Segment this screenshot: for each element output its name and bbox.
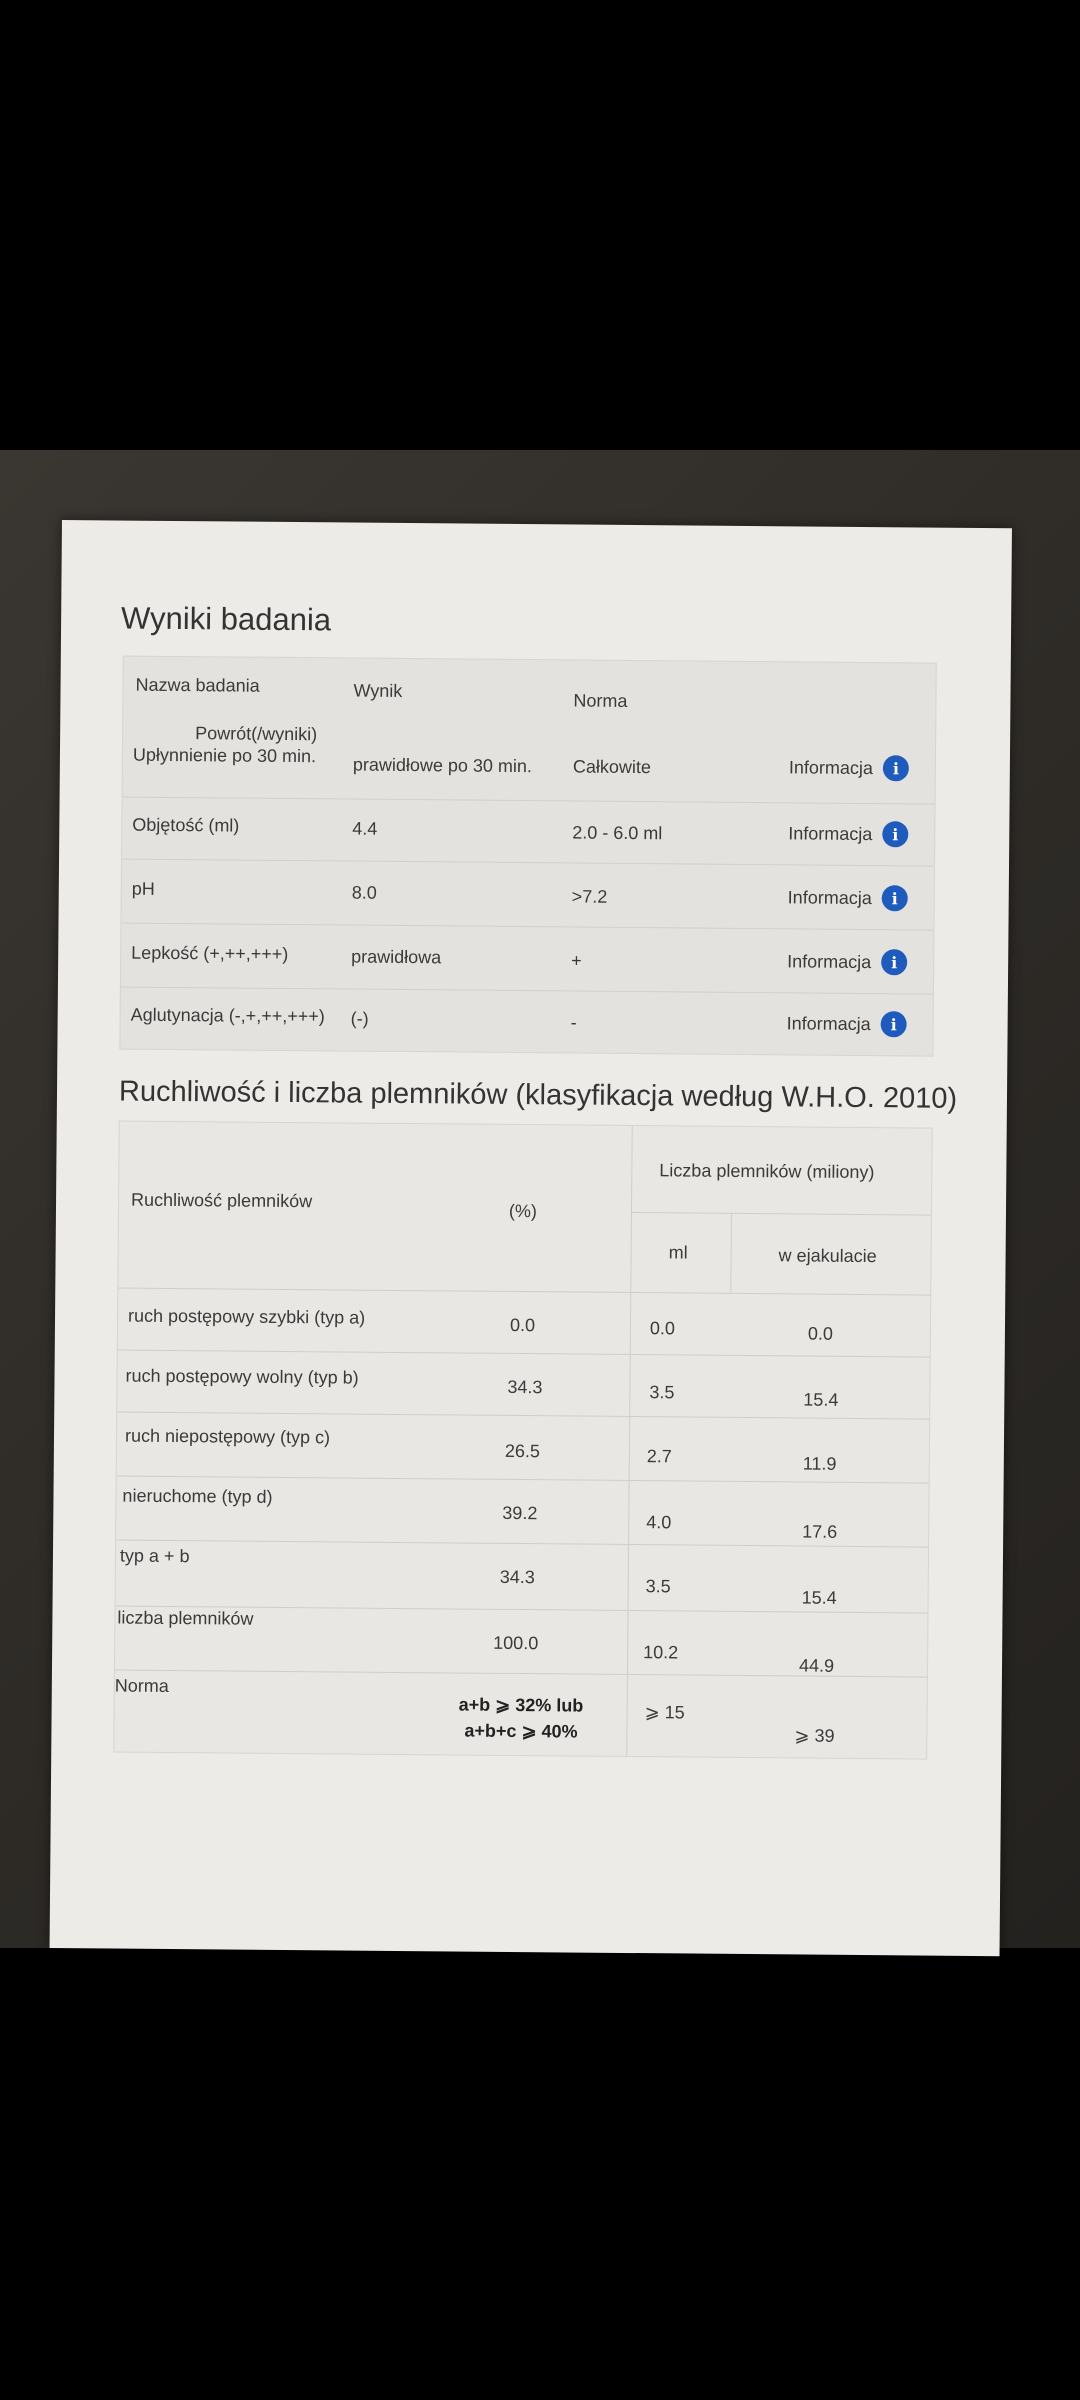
row-result: 8.0 — [351, 882, 377, 903]
header-name: Nazwa badania — [135, 674, 260, 696]
row-label: ruch postępowy szybki (typ a) — [127, 1305, 366, 1328]
row-label: ruch niepostępowy (typ c) — [124, 1425, 331, 1448]
page-title: Wyniki badania — [120, 600, 332, 638]
header-percent: (%) — [508, 1200, 538, 1222]
info-icon: i — [881, 949, 907, 975]
norm-label: Norma — [114, 1675, 169, 1696]
norm-ml: ⩾ 15 — [644, 1702, 685, 1723]
row-ml: 4.0 — [646, 1512, 672, 1533]
row-percent: 34.3 — [507, 1376, 543, 1398]
row-ejaculate: 44.9 — [798, 1655, 835, 1676]
row-divider — [117, 1412, 929, 1420]
header-ml: ml — [668, 1242, 688, 1263]
row-percent: 0.0 — [509, 1314, 536, 1336]
row-percent: 34.3 — [499, 1566, 535, 1588]
info-icon: i — [882, 885, 908, 911]
row-name: pH — [131, 878, 155, 899]
row-result: (-) — [350, 1008, 369, 1029]
info-button[interactable] — [788, 884, 908, 911]
info-label: Informacja — [788, 822, 873, 844]
paper-sheet — [50, 520, 1012, 1956]
row-ejaculate: 17.6 — [802, 1521, 838, 1542]
section-title: Ruchliwość i liczba plemników (klasyfikacja według W.H.O. 2010) — [118, 1075, 958, 1115]
table-row — [122, 797, 935, 867]
header-count-group: Liczba plemników (miliony) — [659, 1160, 875, 1183]
row-norm: Całkowite — [572, 756, 651, 778]
row-label: ruch postępowy wolny (typ b) — [125, 1365, 359, 1388]
header-motility: Ruchliwość plemników — [130, 1189, 313, 1212]
info-button[interactable] — [787, 1010, 907, 1037]
row-result: prawidłowe po 30 min. — [352, 754, 533, 777]
info-icon: i — [881, 1011, 907, 1037]
back-link[interactable]: Powrót(/wyniki) — [195, 723, 318, 745]
row-ejaculate: 15.4 — [803, 1389, 839, 1410]
row-ml: 10.2 — [643, 1642, 679, 1663]
info-label: Informacja — [787, 886, 872, 908]
header-result: Wynik — [353, 680, 403, 701]
info-button[interactable] — [788, 820, 908, 847]
row-name: Lepkość (+,++,+++) — [131, 942, 289, 964]
row-ejaculate: 11.9 — [802, 1453, 837, 1474]
norm-ejaculate: ⩾ 39 — [794, 1725, 835, 1746]
info-label: Informacja — [788, 756, 874, 778]
row-result: 4.4 — [352, 818, 378, 839]
row-label: typ a + b — [119, 1545, 190, 1567]
motility-table — [113, 1121, 932, 1760]
row-ejaculate: 15.4 — [801, 1587, 837, 1608]
column-divider — [626, 1126, 632, 1756]
row-ml: 2.7 — [646, 1446, 672, 1467]
info-label: Informacja — [787, 950, 872, 972]
info-button[interactable] — [789, 754, 909, 781]
row-ml: 0.0 — [649, 1318, 676, 1339]
row-divider — [631, 1212, 931, 1216]
row-divider — [117, 1476, 929, 1484]
row-divider — [118, 1350, 930, 1358]
header-norm: Norma — [573, 690, 628, 711]
header-ejaculate: w ejakulacie — [778, 1245, 877, 1267]
row-norm: >7.2 — [571, 886, 608, 907]
table-row — [121, 923, 934, 995]
row-ml: 3.5 — [649, 1382, 675, 1403]
info-label: Informacja — [786, 1012, 871, 1034]
row-divider — [118, 1288, 930, 1296]
row-norm: - — [570, 1012, 577, 1033]
row-name: Upłynnienie po 30 min. — [132, 744, 317, 767]
row-result: prawidłowa — [351, 946, 442, 968]
row-name: Objętość (ml) — [132, 814, 240, 836]
row-percent: 26.5 — [504, 1440, 541, 1462]
row-norm: 2.0 - 6.0 ml — [572, 822, 663, 844]
info-icon: i — [883, 755, 909, 781]
row-ejaculate: 0.0 — [807, 1323, 834, 1344]
row-name: Aglutynacja (-,+,++,+++) — [130, 1004, 325, 1027]
row-label: liczba plemników — [117, 1607, 254, 1629]
row-ml: 3.5 — [645, 1576, 671, 1597]
column-divider — [730, 1213, 732, 1293]
info-icon: i — [882, 821, 908, 847]
table-row — [123, 657, 936, 805]
row-percent: 100.0 — [493, 1632, 539, 1654]
table-row — [120, 987, 933, 1056]
row-norm: + — [571, 950, 582, 971]
row-label: nieruchome (typ d) — [122, 1485, 273, 1507]
row-percent: 39.2 — [502, 1502, 538, 1524]
norm-percent-line2: a+b+c ⩾ 40% — [464, 1720, 578, 1742]
info-button[interactable] — [787, 948, 907, 975]
results-table — [119, 656, 936, 1057]
norm-percent-line1: a+b ⩾ 32% lub — [458, 1694, 584, 1716]
table-row — [121, 859, 934, 931]
